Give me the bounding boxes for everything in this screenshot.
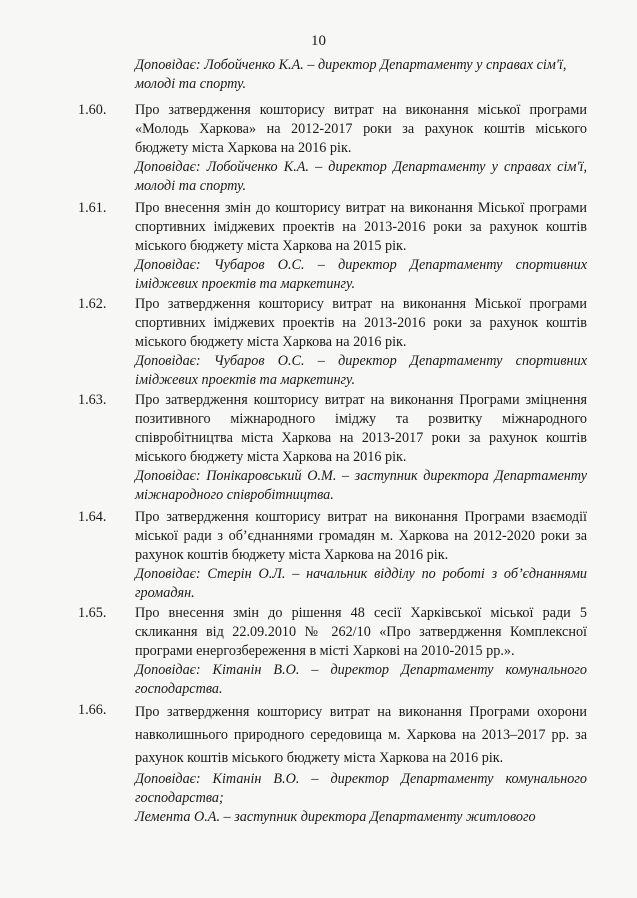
item-number: 1.62.	[78, 296, 107, 312]
item-title: Про затвердження кошторису витрат на виконання Програми зміцнення позитивного міжнародного іміджу та розвитку міжнародного співробітництва міста Харкова на 2013-2017 роки за рахунок коштів міського бюджету міста Харкова на 2016 рік.	[135, 392, 587, 465]
item-speaker: Доповідає: Стерін О.Л. – начальник відділу по роботі з об’єднаннями громадян.	[135, 566, 587, 601]
item-number: 1.60.	[78, 102, 107, 118]
item-title: Про затвердження кошторису витрат на виконання Програми взаємодії міської ради з об’єднаннями громадян м. Харкова на 2012-2020 роки за рахунок коштів бюджету міста Харкова на 2016 рік.	[135, 509, 587, 563]
item-title: Про затвердження кошторису витрат на виконання міської програми «Молодь Харкова» на 2012-2017 роки за рахунок коштів міського бюджету міста Харкова на 2016 рік.	[135, 102, 587, 156]
item-speaker: Доповідає: Кітанін В.О. – директор Департаменту комунального господарства.	[135, 662, 587, 697]
item-number: 1.66.	[78, 702, 107, 718]
item-title: Про затвердження кошторису витрат на виконання Програми охорони навколишнього природного середовища м. Харкова на 2013–2017 рр. за рахунок коштів міського бюджету міста Харкова на 2016 рік.	[135, 704, 587, 766]
item-title: Про внесення змін до рішення 48 сесії Харківської міської ради 5 скликання від 22.09.2010 № 262/10 «Про затвердження Комплексної програми енергозбереження в місті Харкові на 2010-2015 рр.».	[135, 605, 587, 659]
item-speaker: Доповідає: Чубаров О.С. – директор Департаменту спортивних іміджевих проектів та маркетингу.	[135, 353, 587, 388]
item-title: Про затвердження кошторису витрат на виконання Міської програми спортивних іміджевих проектів на 2013-2016 роки за рахунок коштів міського бюджету міста Харкова на 2016 рік.	[135, 296, 587, 350]
item-number: 1.65.	[78, 605, 107, 621]
item-speaker-secondary: Лемента О.А. – заступник директора Департаменту житлового	[135, 809, 536, 825]
item-speaker: Доповідає: Чубаров О.С. – директор Департаменту спортивних іміджевих проектів та маркетингу.	[135, 257, 587, 292]
item-number: 1.63.	[78, 392, 107, 408]
item-number: 1.64.	[78, 509, 107, 525]
page-number: 10	[311, 33, 326, 49]
item-speaker: Доповідає: Понікаровський О.М. – заступник директора Департаменту міжнародного співробітництва.	[135, 468, 587, 503]
item-speaker: Доповідає: Лобойченко К.А. – директор Департаменту у справах сім'ї, молоді та спорту.	[135, 159, 587, 194]
item-speaker: Доповідає: Кітанін В.О. – директор Департаменту комунального господарства;	[135, 771, 587, 806]
intro-speaker: Доповідає: Лобойченко К.А. – директор Департаменту у справах сім'ї, молоді та спорту.	[135, 57, 567, 92]
item-number: 1.61.	[78, 200, 107, 216]
item-title: Про внесення змін до кошторису витрат на виконання Міської програми спортивних іміджевих проектів на 2013-2016 роки за рахунок коштів міського бюджету міста Харкова на 2015 рік.	[135, 200, 587, 254]
